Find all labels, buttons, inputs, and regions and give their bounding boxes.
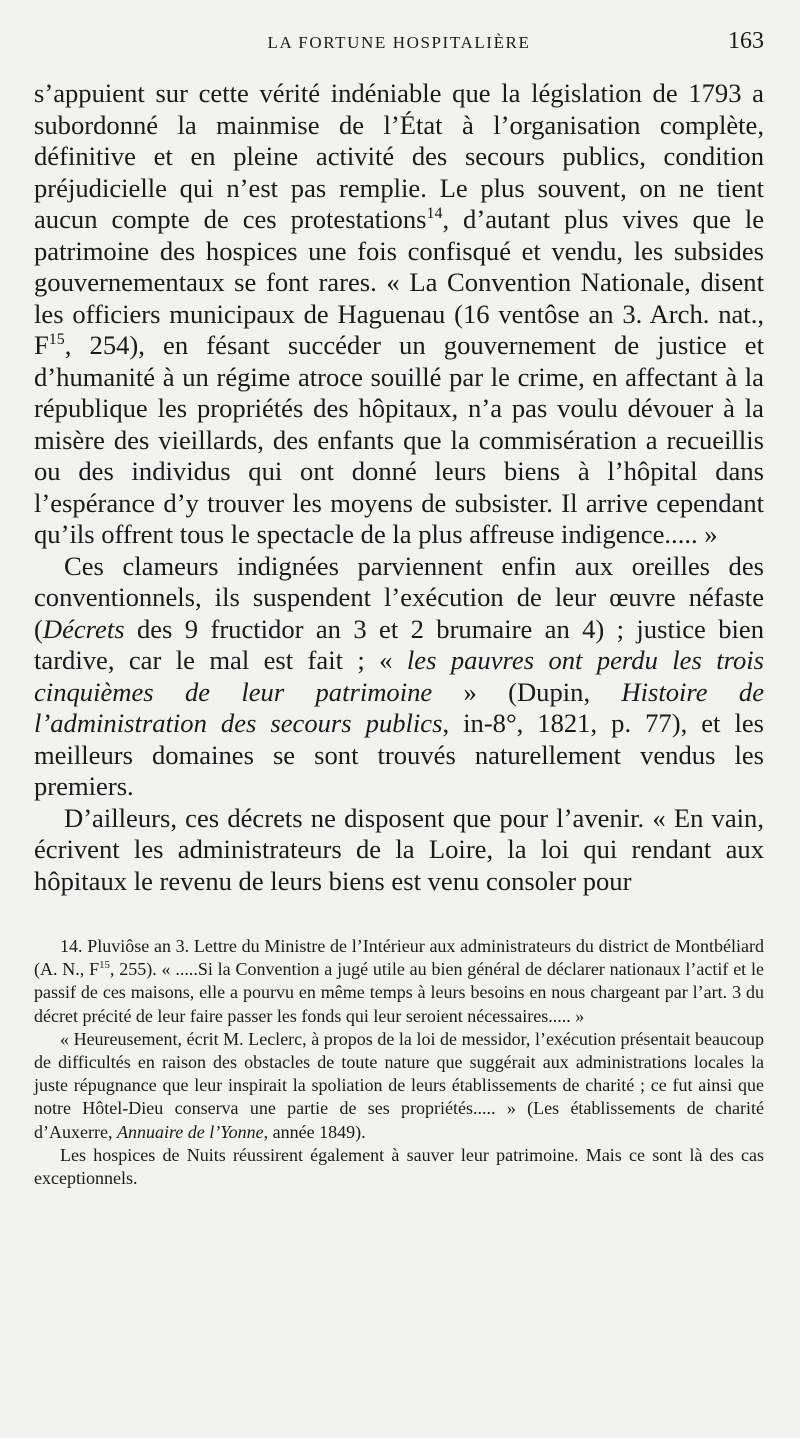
text-segment: , 254), en fésant succéder un gouvernement de justice et d’humanité à un régime atroce souillé par le crime, en affectant à la république les propriétés des hôpitaux, n’a pas voulu dévouer à la misère des vieillards, des enfants que la commisération a recueillis ou des individus qui ont donné leurs biens à l’hôpital dans l’espérance d’y trouver les moyens de subsister. Il arrive cependant qu’ils offrent tous le spectacle de la plus affreuse indigence..... » bbox=[34, 330, 764, 549]
italic-annuaire-title: Annuaire de l’Yonne bbox=[116, 1121, 264, 1142]
footnotes bbox=[34, 935, 764, 1190]
page-number: 163 bbox=[728, 28, 764, 54]
paragraph-1 bbox=[34, 78, 764, 551]
text-segment: , 255). « .....Si la Convention a jugé utile au bien général de déclarer nationaux l’actif et le passif de ces maisons, elle a pourvu en même temps à leurs besoins en nous chargeant par l’art. 3 du décret précité de leur faire passer les fonds qui leur seroient nécessaires..... » bbox=[34, 959, 764, 1026]
text-segment: » (Dupin, bbox=[432, 676, 622, 707]
text-segment: , in-8°, 1821, p. 77), et les meilleurs domaines se sont trouvés naturellement vendus les premiers. bbox=[34, 708, 764, 801]
footnote-14-conclusion bbox=[34, 1144, 764, 1190]
text-segment: Ces clameurs indignées parviennent enfin aux oreilles des conventionnels, ils suspendent l’exécution de leur œuvre néfaste ( bbox=[34, 550, 764, 644]
archive-series-superscript: 15 bbox=[48, 331, 65, 349]
main-text bbox=[34, 78, 764, 897]
page-header bbox=[34, 0, 764, 78]
running-title: LA FORTUNE HOSPITALIÈRE bbox=[267, 33, 531, 52]
footnote-reference-14: 14 bbox=[426, 205, 443, 223]
text-segment: D’ailleurs, ces décrets ne disposent que pour l’avenir. « En vain, écrivent les administrateurs de la Loire, la loi qui rendant aux hôpitaux le revenu de leurs biens est venu consoler pour bbox=[34, 802, 764, 896]
footnote-14-continued bbox=[34, 1028, 764, 1144]
text-segment: s’appuient sur cette vérité indéniable que la législation de 1793 a subordonné la mainmise de l’État à l’organisation complète, définitive et en pleine activité des secours publics, condition préjudicielle qui n’est pas remplie. Le plus souvent, on ne tient aucun compte de ces protestations bbox=[34, 78, 764, 234]
text-segment: , année 1849). bbox=[263, 1121, 366, 1142]
text-segment: , d’autant plus vives que le patrimoine des hospices une fois confisqué et vendu, les subsides gouvernementaux se font rares. « La Convention Nationale, disent les officiers municipaux de Haguenau (16 ventôse an 3. Arch. nat., F bbox=[34, 204, 765, 360]
text-segment: Les hospices de Nuits réussirent également à sauver leur patrimoine. Mais ce sont là des cas exceptionnels. bbox=[34, 1144, 764, 1189]
archive-series-superscript: 15 bbox=[99, 959, 110, 972]
paragraph-3 bbox=[34, 803, 764, 898]
italic-decrets: Décrets bbox=[42, 613, 125, 644]
text-segment: 14. Pluviôse an 3. Lettre du Ministre de l’Intérieur aux administrateurs du district de Montbéliard (A. N., F bbox=[34, 936, 764, 980]
italic-book-title: Histoire de l’administration des secours publics bbox=[34, 676, 764, 738]
italic-quotation: les pauvres ont perdu les trois cinquièmes de leur patrimoine bbox=[34, 645, 765, 707]
paragraph-2 bbox=[34, 551, 764, 803]
footnote-14 bbox=[34, 935, 764, 1028]
text-segment: des 9 fructidor an 3 et 2 brumaire an 4) ; justice bien tardive, car le mal est fait ; « bbox=[34, 613, 764, 675]
text-segment: « Heureusement, écrit M. Leclerc, à propos de la loi de messidor, l’exécution présentait beaucoup de difficultés en raison des obstacles de toute nature que suggérait aux administrations locales la juste répugnance que leur inspirait la spoliation de leurs établissements de charité ; ce fut ainsi que notre Hôtel-Dieu conserva une partie de ses propriétés..... » (Les établissements de charité d’Auxerre, bbox=[34, 1028, 764, 1142]
